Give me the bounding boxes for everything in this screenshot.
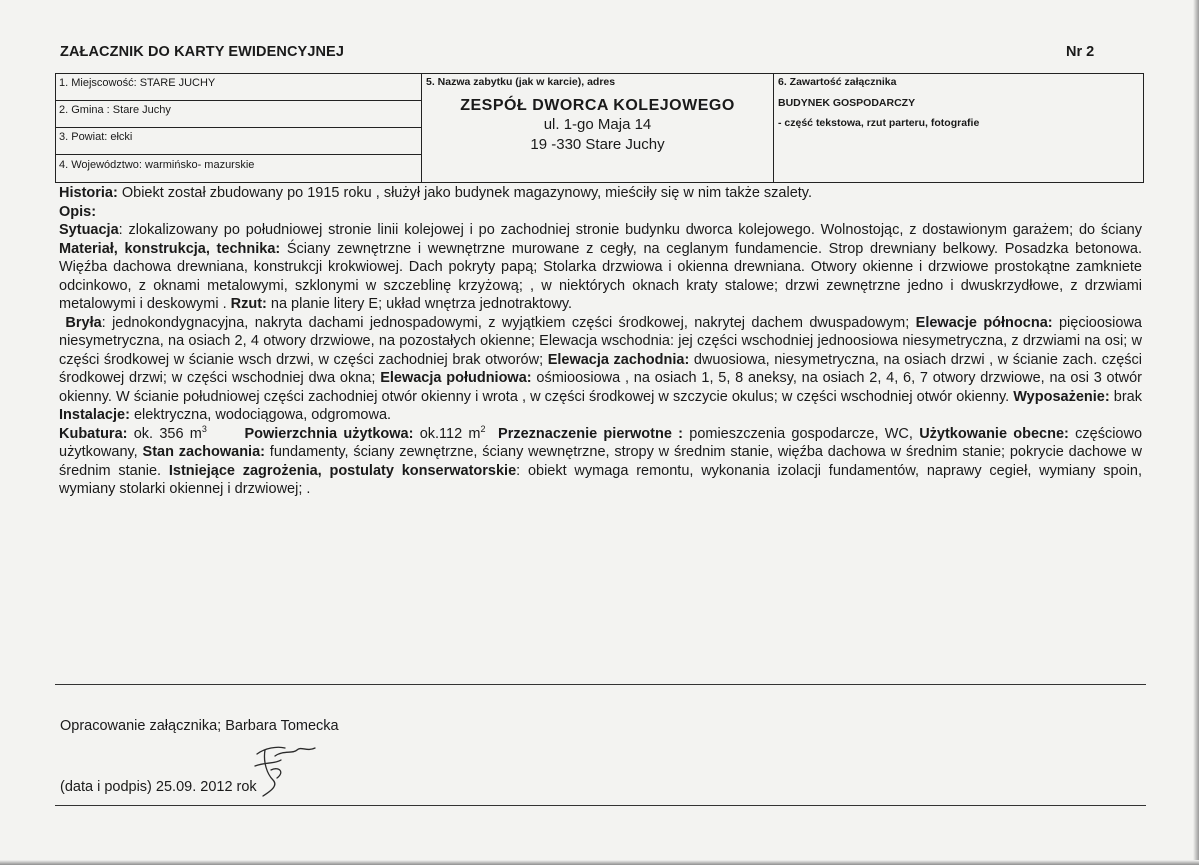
monument-heading: 5. Nazwa zabytku (jak w karcie), adres [426, 76, 616, 88]
elewacja-poludniowa-label: Elewacja południowa: [380, 370, 532, 386]
wyposazenie-text: brak [1109, 388, 1142, 405]
document-title: ZAŁACZNIK DO KARTY EWIDENCYJNEJ [60, 44, 344, 60]
opis-label: Opis: [59, 203, 97, 220]
monument-column [422, 74, 774, 182]
kubatura-label: Kubatura: [59, 425, 128, 442]
date-and-signature: (data i podpis) 25.09. 2012 rok [60, 779, 257, 795]
sytuacja-text: : zlokalizowany po południowej stronie linii kolejowej i po zachodniej stronie budynku dworca kolejowego. Wolnostojąc, z dostawionym garażem; do ściany [118, 222, 1142, 238]
uzytkowanie-text: częściowo użytkowany, [59, 425, 1143, 460]
monument-city: 19 -330 Stare Juchy [530, 136, 665, 153]
kubatura-exponent: 3 [201, 423, 207, 434]
page-edge-right [1193, 0, 1199, 865]
rzut-text: na planie litery E; układ wnętrza jednotraktowy. [266, 296, 573, 312]
przeznaczenie-label: Przeznaczenie pierwotne : [498, 425, 683, 442]
historia-text: Obiekt został zbudowany po 1915 roku , służył jako budynek magazynowy, mieściły się w nim także szalety. [117, 185, 812, 201]
material-text: Ściany zewnętrzne i wewnętrzne murowane z cegły, na ceglanym fundamencie. Strop drewniany belkowy. Posadzka betonowa. Więźba dachowa drewniana, konstrukcji krokwiowej. Dach pokryty papą; Stolarka drzwiowa i okienna drewniana. Otwory okienne i drzwiowe prostokątne zamkniete odcinkowo, z oknami metalowymi, szklonymi w szczeblinę krzyżową; , w niektórych oknach kraty stalowe; drzwi zewnętrzne jedno i dwuskrzydłowe, z drzwiami metalowymi i deskowymi . [59, 240, 1142, 312]
monument-street: ul. 1-go Maja 14 [543, 116, 652, 133]
zagrozenia-text: : obiekt wymaga remontu, wykonania izolacji fundamentów, naprawy cegieł, wymiany spoin, wymiany stolarki okiennej i drzwiowej; . [59, 462, 1142, 497]
powierzchnia-text: ok.112 m [413, 425, 481, 442]
zagrozenia-label: Istniejące zagrożenia, postulaty konserwatorskie [168, 462, 517, 479]
contents-heading: 6. Zawartość załącznika [778, 76, 897, 88]
material-label: Materiał, konstrukcja, technika: [59, 240, 281, 257]
sytuacja-label: Sytuacja [59, 222, 119, 238]
instalacje-label: Instalacje: [59, 407, 130, 423]
powierzchnia-exponent: 2 [480, 423, 486, 434]
instalacje-text: elektryczna, wodociągowa, odgromowa. [129, 407, 392, 423]
separator-line [55, 684, 1146, 685]
contents-column [774, 74, 1143, 182]
powierzchnia-label: Powierzchnia użytkowa: [244, 425, 414, 442]
kubatura-text: ok. 356 m [127, 425, 202, 442]
bryla-label: Bryła [65, 314, 102, 331]
description-body [59, 184, 1142, 499]
attachment-number: Nr 2 [1066, 44, 1095, 60]
przeznaczenie-text: pomieszczenia gospodarcze, WC, [683, 425, 920, 442]
page-edge-bottom [0, 860, 1199, 865]
elewacja-zachodnia-label: Elewacja zachodnia: [547, 351, 690, 368]
elewacja-poludniowa-text: ośmioosiowa , na osiach 1, 5, 8 aneksy, na osiach 2, 4, 6, 7 otwory drzwiowe, na osi 3 otwór okienny. W ścianie południowej części zachodniej otwór okienny i wrota , w części środkowej w szczycie okulus; w części wschodniej otwór okienny. [59, 370, 1143, 405]
rzut-label: Rzut: [230, 296, 267, 312]
elewacja-zachodnia-text: dwuosiowa, niesymetryczna, na osiach drzwi , w ścianie zach. części środkowej drzwi; w części wschodniej dwa okna; [59, 351, 1142, 386]
location-column [56, 74, 422, 182]
contents-list: - część tekstowa, rzut parteru, fotografie [778, 117, 980, 129]
opis-paragraph [59, 203, 1142, 222]
historia-paragraph [59, 184, 1142, 203]
header-table [55, 73, 1144, 183]
elewacja-polnocna-label: Elewacje północna: [915, 314, 1053, 331]
kubatura-paragraph [59, 425, 1142, 499]
bottom-line [55, 805, 1146, 806]
prepared-by: Opracowanie załącznika; Barbara Tomecka [60, 718, 339, 734]
stan-text: fundamenty, ściany zewnętrzne, ściany wewnętrzne, stropy w średnim stanie, więźba dachowa w średnim stanie; pokrycie dachowe w średnim stanie. [59, 444, 1142, 479]
wyposazenie-label: Wyposażenie: [1013, 388, 1110, 405]
monument-name: ZESPÓŁ DWORCA KOLEJOWEGO [460, 97, 735, 114]
historia-label: Historia: [59, 185, 118, 201]
field-gmina: 2. Gmina : Stare Juchy [56, 101, 421, 128]
field-powiat: 3. Powiat: ełcki [56, 128, 421, 155]
bryla-paragraph [59, 314, 1142, 425]
field-wojewodztwo: 4. Województwo: warmińsko- mazurskie [59, 159, 255, 171]
stan-label: Stan zachowania: [142, 444, 265, 460]
uzytkowanie-label: Użytkowanie obecne: [919, 425, 1069, 442]
bryla-text: : jednokondygnacyjna, nakryta dachami jednospadowymi, z wyjątkiem części środkowej, nakrytej dachem dwuspadowym; [101, 314, 916, 331]
field-miejscowosc: 1. Miejscowość: STARE JUCHY [56, 74, 421, 101]
sytuacja-paragraph [59, 221, 1142, 314]
contents-subject: BUDYNEK GOSPODARCZY [778, 97, 916, 109]
elewacja-polnocna-text: pięcioosiowa niesymetryczna, na osiach 2, 4 otwory drzwiowe, na pozostałych okienne; Elewacja wschodnia: jej części wschodniej jednoosiowa niesymetryczna, z drzwiami na osi; w części środkowej w ścianie wsch drzwi, w części zachodniej brak otworów; [59, 314, 1142, 368]
